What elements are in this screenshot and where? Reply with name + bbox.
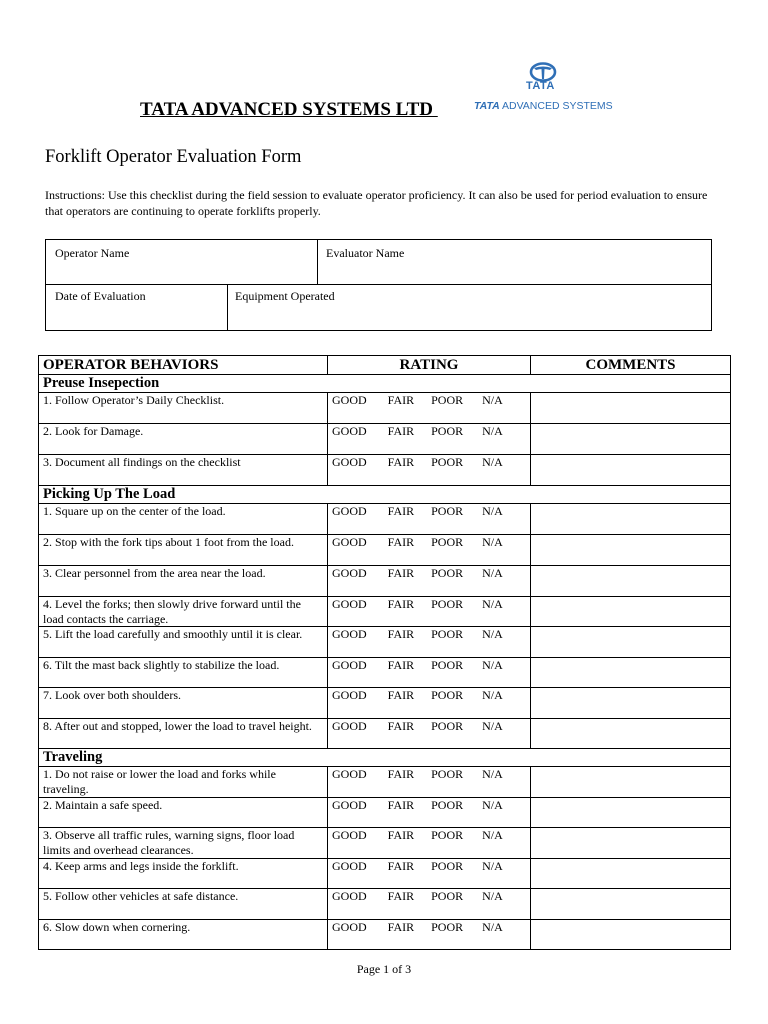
rating-option[interactable]: FAIR <box>387 424 415 438</box>
rating-option[interactable]: N/A <box>482 859 503 873</box>
rating-option[interactable]: FAIR <box>387 627 415 641</box>
table-row <box>39 455 731 486</box>
rating-cell <box>328 424 531 455</box>
rating-option[interactable]: FAIR <box>387 658 415 672</box>
rating-option[interactable]: GOOD <box>332 566 367 580</box>
rating-cell <box>328 535 531 566</box>
table-row <box>39 889 731 920</box>
rating-option[interactable]: N/A <box>482 719 503 733</box>
company-logo <box>472 62 624 116</box>
table-row <box>39 798 731 828</box>
rating-option[interactable]: GOOD <box>332 859 367 873</box>
rating-cell <box>328 455 531 486</box>
behavior-cell: 1. Do not raise or lower the load and forks while traveling. <box>39 767 328 798</box>
rating-option[interactable]: FAIR <box>387 688 415 702</box>
comments-cell[interactable] <box>531 889 731 920</box>
rating-option[interactable]: FAIR <box>387 767 415 781</box>
rating-option[interactable]: N/A <box>482 393 503 407</box>
behavior-cell: 5. Lift the load carefully and smoothly until it is clear. <box>39 627 328 658</box>
table-row <box>39 719 731 749</box>
header-operator-behaviors: OPERATOR BEHAVIORS <box>39 356 328 375</box>
rating-cell <box>328 504 531 535</box>
tata-emblem-icon <box>529 62 557 82</box>
company-title: TATA ADVANCED SYSTEMS LTD <box>140 99 438 120</box>
rating-option[interactable]: N/A <box>482 767 503 781</box>
section-title: Traveling <box>39 749 731 767</box>
rating-option[interactable]: POOR <box>431 455 464 469</box>
behavior-cell: 2. Look for Damage. <box>39 424 328 455</box>
info-box <box>45 239 712 331</box>
table-row <box>39 504 731 535</box>
comments-cell[interactable] <box>531 393 731 424</box>
rating-option[interactable]: POOR <box>431 627 464 641</box>
behavior-cell: 3. Observe all traffic rules, warning signs, floor load limits and overhead clearances. <box>39 828 328 859</box>
rating-option[interactable]: N/A <box>482 504 503 518</box>
rating-cell <box>328 859 531 889</box>
rating-option[interactable]: FAIR <box>387 798 415 812</box>
logo-text: TATA ADVANCED SYSTEMS <box>474 100 613 112</box>
behavior-cell: 4. Level the forks; then slowly drive forward until the load contacts the carriage. <box>39 597 328 627</box>
rating-option[interactable]: POOR <box>431 859 464 873</box>
rating-option[interactable]: GOOD <box>332 504 367 518</box>
date-of-evaluation-label: Date of Evaluation <box>55 289 146 303</box>
rating-cell <box>328 393 531 424</box>
rating-option[interactable]: FAIR <box>387 455 415 469</box>
rating-cell <box>328 767 531 798</box>
rating-cell <box>328 798 531 828</box>
behavior-cell: 2. Stop with the fork tips about 1 foot from the load. <box>39 535 328 566</box>
rating-option[interactable]: FAIR <box>387 504 415 518</box>
rating-option[interactable]: N/A <box>482 627 503 641</box>
rating-option[interactable]: N/A <box>482 658 503 672</box>
header-rating: RATING <box>328 356 531 375</box>
table-row <box>39 658 731 688</box>
behavior-cell: 1. Follow Operator’s Daily Checklist. <box>39 393 328 424</box>
behavior-cell: 5. Follow other vehicles at safe distance. <box>39 889 328 920</box>
rating-option[interactable]: FAIR <box>387 535 415 549</box>
rating-option[interactable]: FAIR <box>387 597 415 611</box>
rating-option[interactable]: FAIR <box>387 393 415 407</box>
comments-cell[interactable] <box>531 658 731 688</box>
rating-option[interactable]: GOOD <box>332 828 367 842</box>
comments-cell[interactable] <box>531 688 731 719</box>
rating-option[interactable]: POOR <box>431 535 464 549</box>
rating-option[interactable]: POOR <box>431 424 464 438</box>
rating-cell <box>328 889 531 920</box>
rating-cell <box>328 828 531 859</box>
rating-option[interactable]: POOR <box>431 719 464 733</box>
comments-cell[interactable] <box>531 798 731 828</box>
rating-option[interactable]: GOOD <box>332 455 367 469</box>
operator-name-label: Operator Name <box>55 246 130 260</box>
behavior-cell: 6. Tilt the mast back slightly to stabilize the load. <box>39 658 328 688</box>
rating-option[interactable]: N/A <box>482 920 503 934</box>
header-comments: COMMENTS <box>531 356 731 375</box>
table-row <box>39 920 731 950</box>
rating-cell <box>328 597 531 627</box>
behavior-cell: 4. Keep arms and legs inside the forklift. <box>39 859 328 889</box>
comments-cell[interactable] <box>531 767 731 798</box>
rating-option[interactable]: GOOD <box>332 658 367 672</box>
behavior-cell: 7. Look over both shoulders. <box>39 688 328 719</box>
section-row <box>39 749 731 767</box>
rating-option[interactable]: GOOD <box>332 767 367 781</box>
rating-option[interactable]: FAIR <box>387 920 415 934</box>
comments-cell[interactable] <box>531 455 731 486</box>
section-row <box>39 486 731 504</box>
section-title: Picking Up The Load <box>39 486 731 504</box>
rating-option[interactable]: POOR <box>431 828 464 842</box>
comments-cell[interactable] <box>531 859 731 889</box>
behavior-cell: 3. Clear personnel from the area near the load. <box>39 566 328 597</box>
behavior-cell: 1. Square up on the center of the load. <box>39 504 328 535</box>
logo-brand: TATA <box>526 80 555 92</box>
rating-option[interactable]: POOR <box>431 889 464 903</box>
comments-cell[interactable] <box>531 719 731 749</box>
rating-option[interactable]: GOOD <box>332 798 367 812</box>
rating-option[interactable]: FAIR <box>387 859 415 873</box>
table-row <box>39 424 731 455</box>
comments-cell[interactable] <box>531 504 731 535</box>
comments-cell[interactable] <box>531 627 731 658</box>
rating-option[interactable]: N/A <box>482 798 503 812</box>
behavior-cell: 6. Slow down when cornering. <box>39 920 328 950</box>
rating-option[interactable]: N/A <box>482 828 503 842</box>
equipment-operated-label: Equipment Operated <box>235 289 335 303</box>
rating-option[interactable]: POOR <box>431 798 464 812</box>
comments-cell[interactable] <box>531 566 731 597</box>
comments-cell[interactable] <box>531 597 731 627</box>
behavior-cell: 8. After out and stopped, lower the load to travel height. <box>39 719 328 749</box>
rating-cell <box>328 719 531 749</box>
table-header-row <box>39 356 731 375</box>
comments-cell[interactable] <box>531 828 731 859</box>
rating-option[interactable]: POOR <box>431 920 464 934</box>
rating-option[interactable]: GOOD <box>332 719 367 733</box>
rating-option[interactable]: GOOD <box>332 535 367 549</box>
rating-option[interactable]: POOR <box>431 393 464 407</box>
rating-option[interactable]: N/A <box>482 566 503 580</box>
rating-option[interactable]: N/A <box>482 597 503 611</box>
rating-option[interactable]: POOR <box>431 504 464 518</box>
rating-option[interactable]: GOOD <box>332 889 367 903</box>
comments-cell[interactable] <box>531 535 731 566</box>
evaluator-name-label: Evaluator Name <box>326 246 405 260</box>
rating-option[interactable]: N/A <box>482 424 503 438</box>
table-row <box>39 535 731 566</box>
rating-option[interactable]: POOR <box>431 566 464 580</box>
rating-option[interactable]: GOOD <box>332 688 367 702</box>
rating-option[interactable]: GOOD <box>332 627 367 641</box>
rating-cell <box>328 627 531 658</box>
rating-option[interactable]: FAIR <box>387 828 415 842</box>
page-number: Page 1 of 3 <box>356 962 412 976</box>
comments-cell[interactable] <box>531 424 731 455</box>
rating-option[interactable]: FAIR <box>387 889 415 903</box>
table-row <box>39 688 731 719</box>
table-row <box>39 393 731 424</box>
table-row <box>39 859 731 889</box>
rating-option[interactable]: FAIR <box>387 719 415 733</box>
rating-cell <box>328 920 531 950</box>
behavior-cell: 3. Document all findings on the checklist <box>39 455 328 486</box>
rating-option[interactable]: N/A <box>482 455 503 469</box>
rating-option[interactable]: POOR <box>431 658 464 672</box>
instructions: Instructions: Use this checklist during the field session to evaluate operator proficiency. It can also be used for period evaluation to ensure that operators are continuing to operate forklifts properly. <box>45 188 708 218</box>
behavior-cell: 2. Maintain a safe speed. <box>39 798 328 828</box>
rating-cell <box>328 658 531 688</box>
rating-cell <box>328 688 531 719</box>
rating-option[interactable]: POOR <box>431 688 464 702</box>
table-row <box>39 767 731 798</box>
rating-cell <box>328 566 531 597</box>
rating-option[interactable]: N/A <box>482 889 503 903</box>
comments-cell[interactable] <box>531 920 731 950</box>
table-row <box>39 828 731 859</box>
rating-option[interactable]: GOOD <box>332 393 367 407</box>
rating-option[interactable]: FAIR <box>387 566 415 580</box>
section-title: Preuse Insepection <box>39 375 731 393</box>
section-row <box>39 375 731 393</box>
evaluation-table <box>38 355 731 950</box>
form-title: Forklift Operator Evaluation Form <box>45 147 302 167</box>
rating-option[interactable]: N/A <box>482 688 503 702</box>
rating-option[interactable]: N/A <box>482 535 503 549</box>
table-row <box>39 566 731 597</box>
rating-option[interactable]: POOR <box>431 597 464 611</box>
rating-option[interactable]: GOOD <box>332 597 367 611</box>
rating-option[interactable]: POOR <box>431 767 464 781</box>
rating-option[interactable]: GOOD <box>332 424 367 438</box>
rating-option[interactable]: GOOD <box>332 920 367 934</box>
table-row <box>39 597 731 627</box>
table-row <box>39 627 731 658</box>
